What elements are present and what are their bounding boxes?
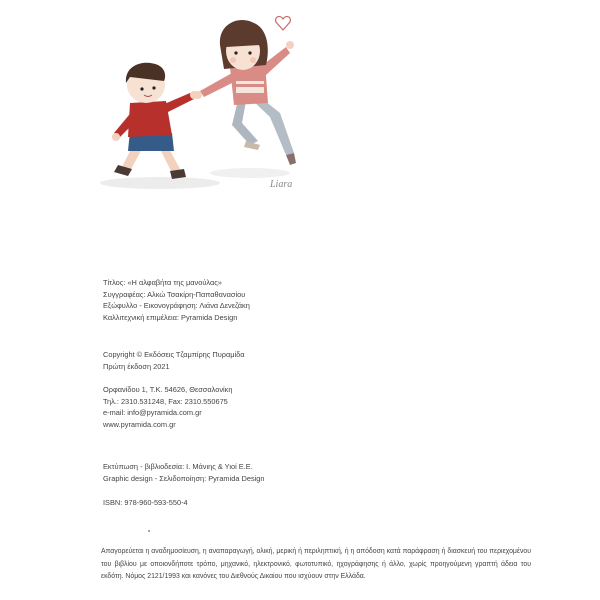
credits-block [103,277,250,323]
print-credits-block [103,461,265,484]
isbn-line: ISBN: 978-960-593-550-4 [103,498,188,507]
title-line: Τίτλος: «Η αλφαβήτα της μανούλας» [103,278,222,287]
copyright-line: Copyright © Εκδόσεις Τζαμπίρης Πυραμίδα [103,350,245,359]
copyright-block [103,349,245,372]
address-line: Ορφανίδου 1, Τ.Κ. 54626, Θεσσαλονίκη [103,385,233,394]
edition-line: Πρώτη έκδοση 2021 [103,361,170,371]
boy-figure [112,63,198,179]
graphic-design-line: Graphic design - Σελιδοποίηση: Pyramida Design [103,473,265,483]
legal-notice: Απαγορεύεται η αναδημοσίευση, η αναπαραγωγή, ολική, μερική ή περιληπτική, ή η απόδοση κατά παράφραση ή διασκευή του περιεχομένου του βιβλίου με οποιονδήποτε τρόπο, μηχανικό, ηλεκτρονικό, φωτοτυπικό, ηχογράφησης ή άλλο, χωρίς προηγούμενη γραπτή άδεια του εκδότη. Νόμος 2121/1993 και κανόνες του Διεθνούς Δικαίου που ισχύουν στην Ελλάδα. [101,548,531,581]
illustrator-line: Εξώφυλλο - Εικονογράφηση: Λιάνα Δενεζάκη [103,301,250,311]
heart-icon [276,16,291,30]
email-line: e-mail: info@pyramida.com.gr [103,408,202,418]
contact-block [103,384,232,430]
printing-line: Εκτύπωση - βιβλιοδεσία: Ι. Μάνιης & Υιοί Ε.Ε. [103,462,253,471]
illustrator-signature: Liara [270,179,293,190]
isbn-block [103,497,188,509]
art-direction-line: Καλλιτεχνική επιμέλεια: Pyramida Design [103,312,238,322]
speck [148,530,150,532]
author-line: Συγγραφέας: Αλκώ Τσακίρη-Παπαθανασίου [103,289,246,299]
phone-line: Τηλ.: 2310.531248, Fax: 2310.550675 [103,396,228,406]
children-illustration [100,5,315,205]
girl-figure [194,20,296,165]
website-line: www.pyramida.com.gr [103,419,176,429]
